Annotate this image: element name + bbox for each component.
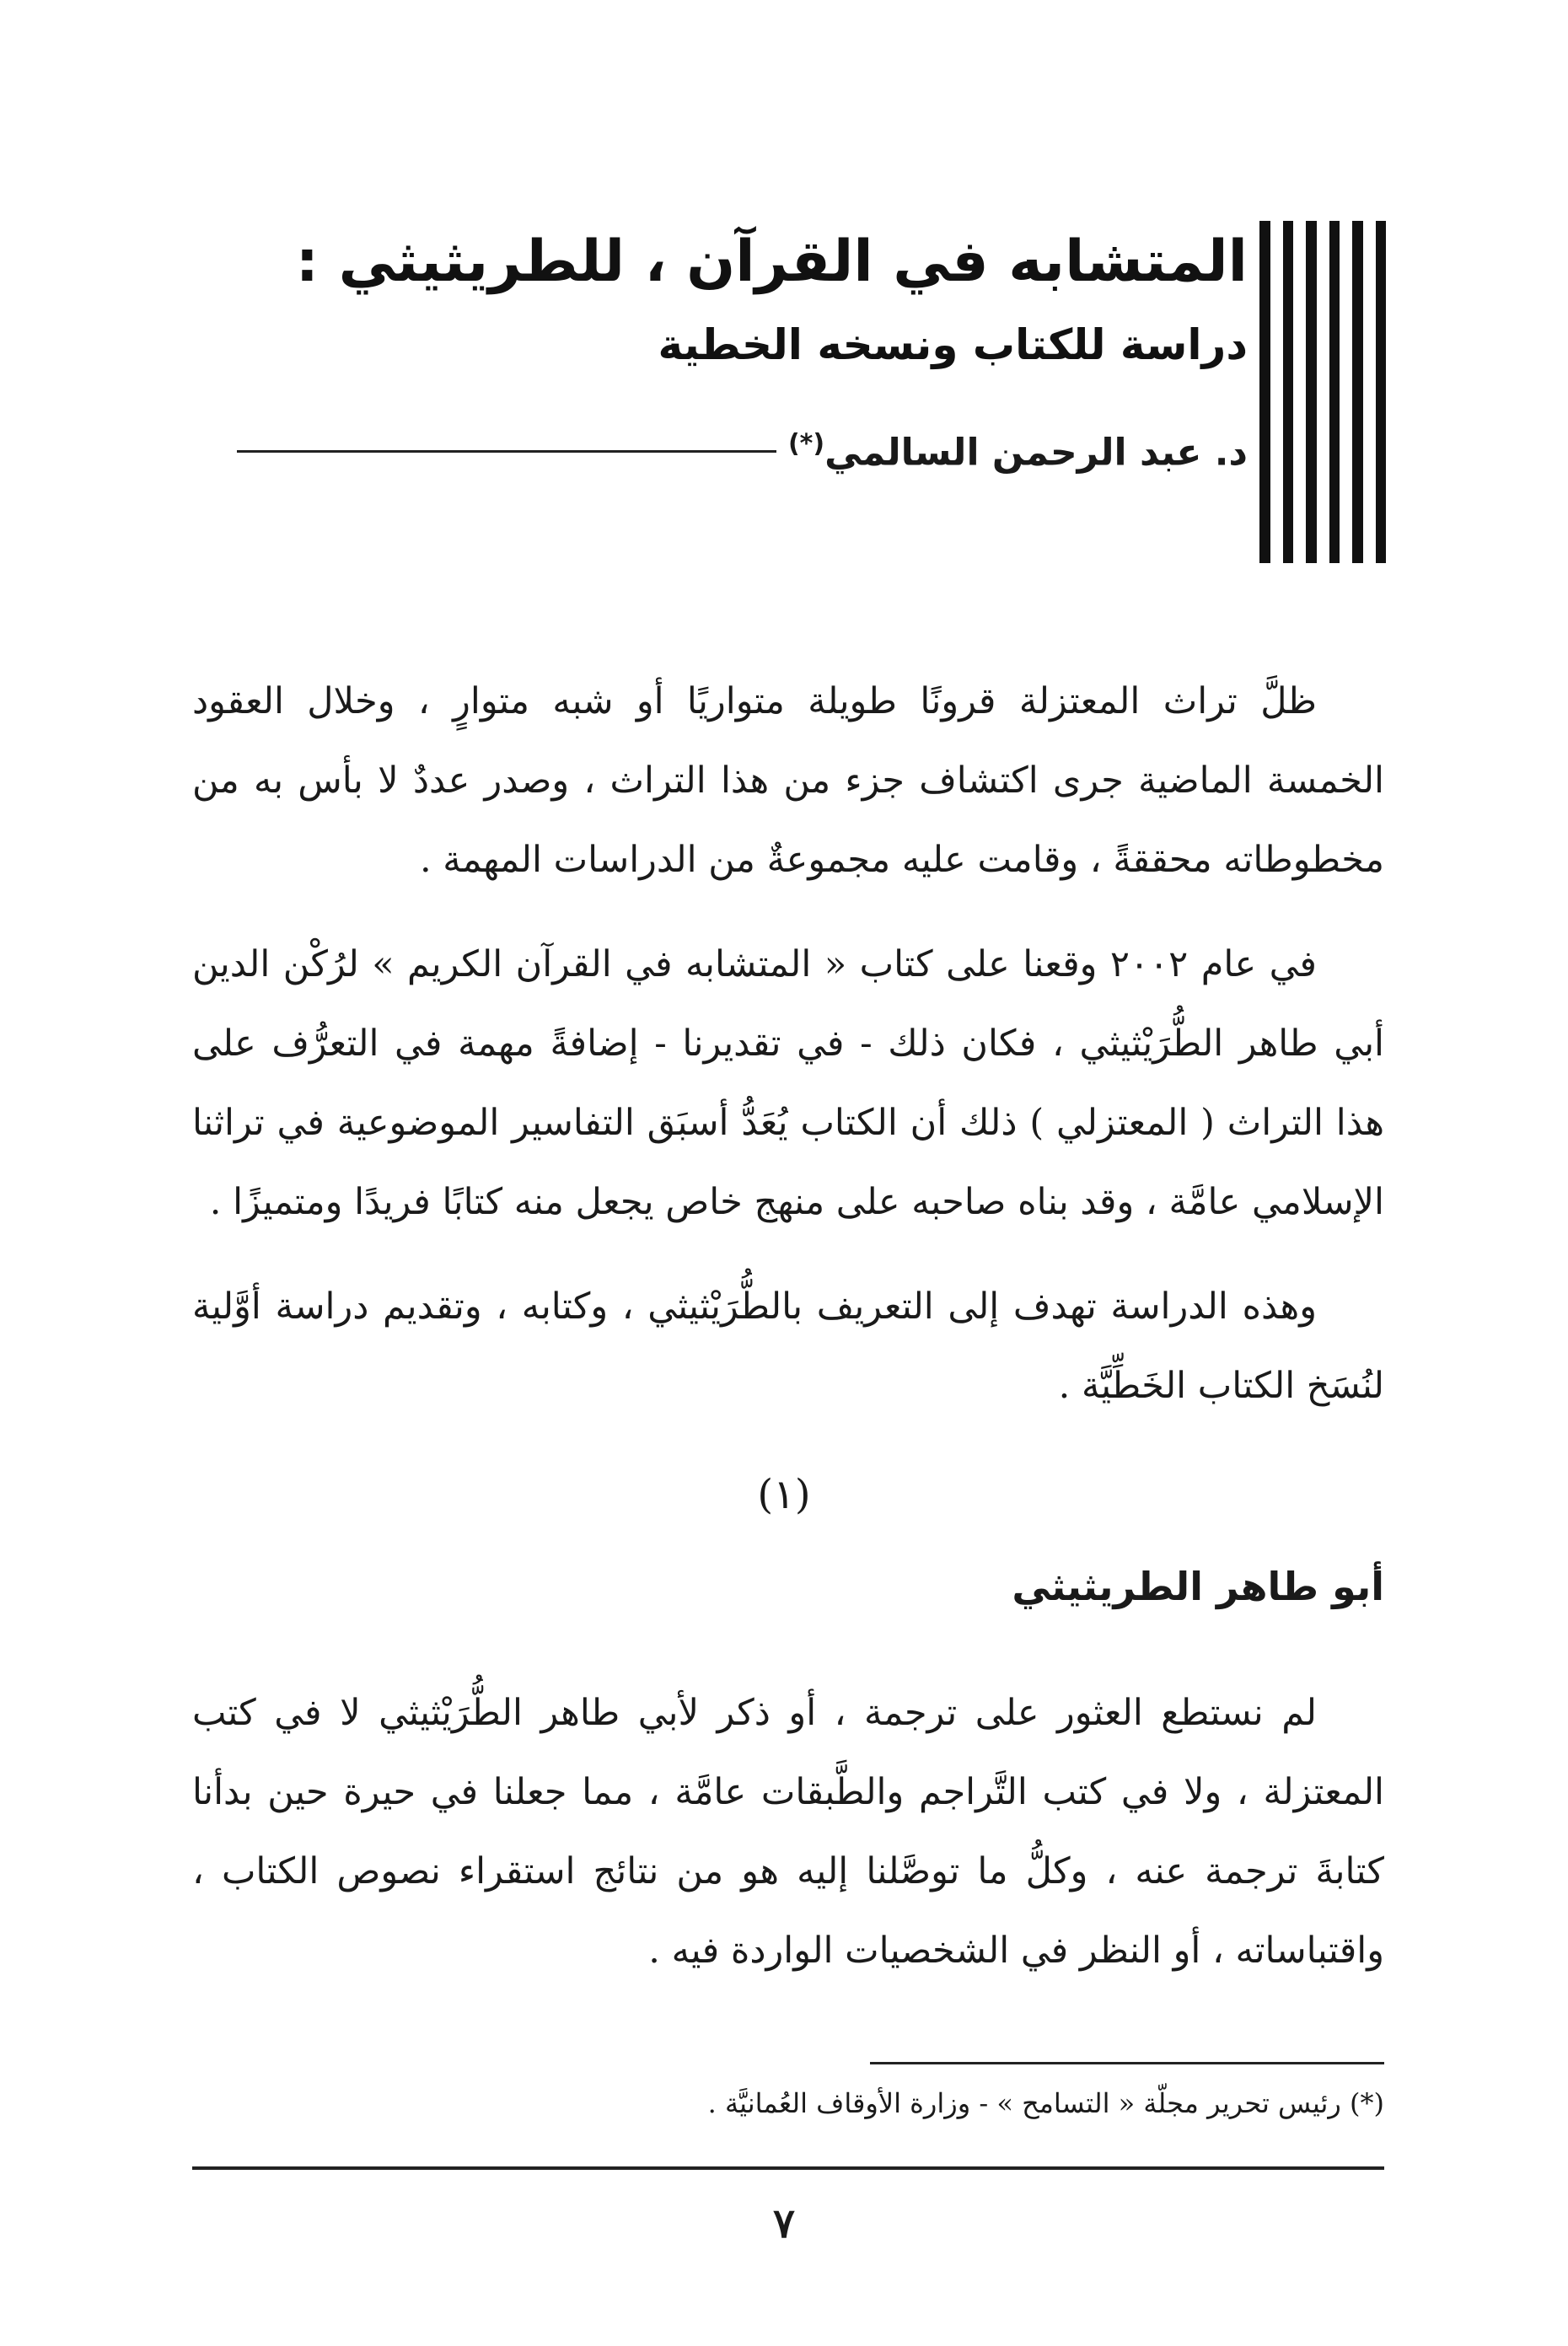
- decorative-bar: [1376, 221, 1387, 563]
- author-rule: [237, 450, 776, 453]
- section-number: (١): [757, 1471, 811, 1518]
- article-subtitle: دراسة للكتاب ونسخه الخطية: [658, 320, 1248, 369]
- paragraph: في عام ٢٠٠٢ وقعنا على كتاب « المتشابه في القرآن الكريم » لرُكْن الدين أبي طاهر الطُّرَيْثيثي ، فكان ذلك - في تقديرنا - إضافةً مهمة في التعرُّف على هذا التراث ( المعتزلي ) ذلك أن الكتاب يُعَدُّ أسبَق التفاسير الموضوعية في تراثنا الإسلامي عامَّة ، وقد بناه صاحبه على منهج خاص يجعل منه كتابًا فريدًا ومتميزًا .: [192, 943, 1384, 1223]
- author-name: [788, 429, 1248, 475]
- decorative-bar: [1352, 221, 1363, 563]
- author-line: [194, 429, 1248, 475]
- article-header: [194, 219, 1248, 475]
- paragraph: لم نستطع العثور على ترجمة ، أو ذكر لأبي طاهر الطُّرَيْثيثي لا في كتب المعتزلة ، ولا في كتب التَّراجم والطَّبقات عامَّة ، مما جعلنا في حيرة حين بدأنا كتابةَ ترجمة عنه ، وكلُّ ما توصَّلنا إليه هو من نتائج استقراء نصوص الكتاب ، واقتباساته ، أو النظر في الشخصيات الواردة فيه .: [192, 1692, 1384, 1972]
- decorative-bar: [1283, 221, 1294, 563]
- bottom-rule: [192, 2166, 1384, 2170]
- decorative-bars: [1259, 221, 1386, 563]
- section-heading: أبو طاهر الطريثيثي: [1012, 1564, 1384, 1609]
- section-text: [192, 1673, 1384, 1990]
- decorative-bar: [1306, 221, 1317, 563]
- paragraph: ظلَّ تراث المعتزلة قرونًا طويلة متواريًا أو شبه متوارٍ ، وخلال العقود الخمسة الماضية جرى اكتشاف جزء من هذا التراث ، وصدر عددٌ لا بأس به من مخطوطاته محققةً ، وقامت عليه مجموعةٌ من الدراسات المهمة .: [192, 680, 1384, 881]
- author-footnote-marker: (*): [787, 429, 825, 459]
- intro-text: [192, 662, 1384, 1451]
- page-number: ٧: [773, 2200, 795, 2247]
- decorative-bar: [1259, 221, 1270, 563]
- footnote: (*) رئيس تحرير مجلّة « التسامح » - وزارة الأوقاف العُمانيَّة .: [707, 2087, 1384, 2119]
- article-title: المتشابه في القرآن ، للطريثيثي :: [295, 228, 1248, 295]
- paragraph: وهذه الدراسة تهدف إلى التعريف بالطُّرَيْثيثي ، وكتابه ، وتقديم دراسة أوَّلية لنُسَخ الكتاب الخَطِّيَّة .: [192, 1286, 1384, 1407]
- footnote-rule: [870, 2062, 1384, 2064]
- author-name-text: د. عبد الرحمن السالمي: [824, 431, 1248, 475]
- decorative-bar: [1329, 221, 1340, 563]
